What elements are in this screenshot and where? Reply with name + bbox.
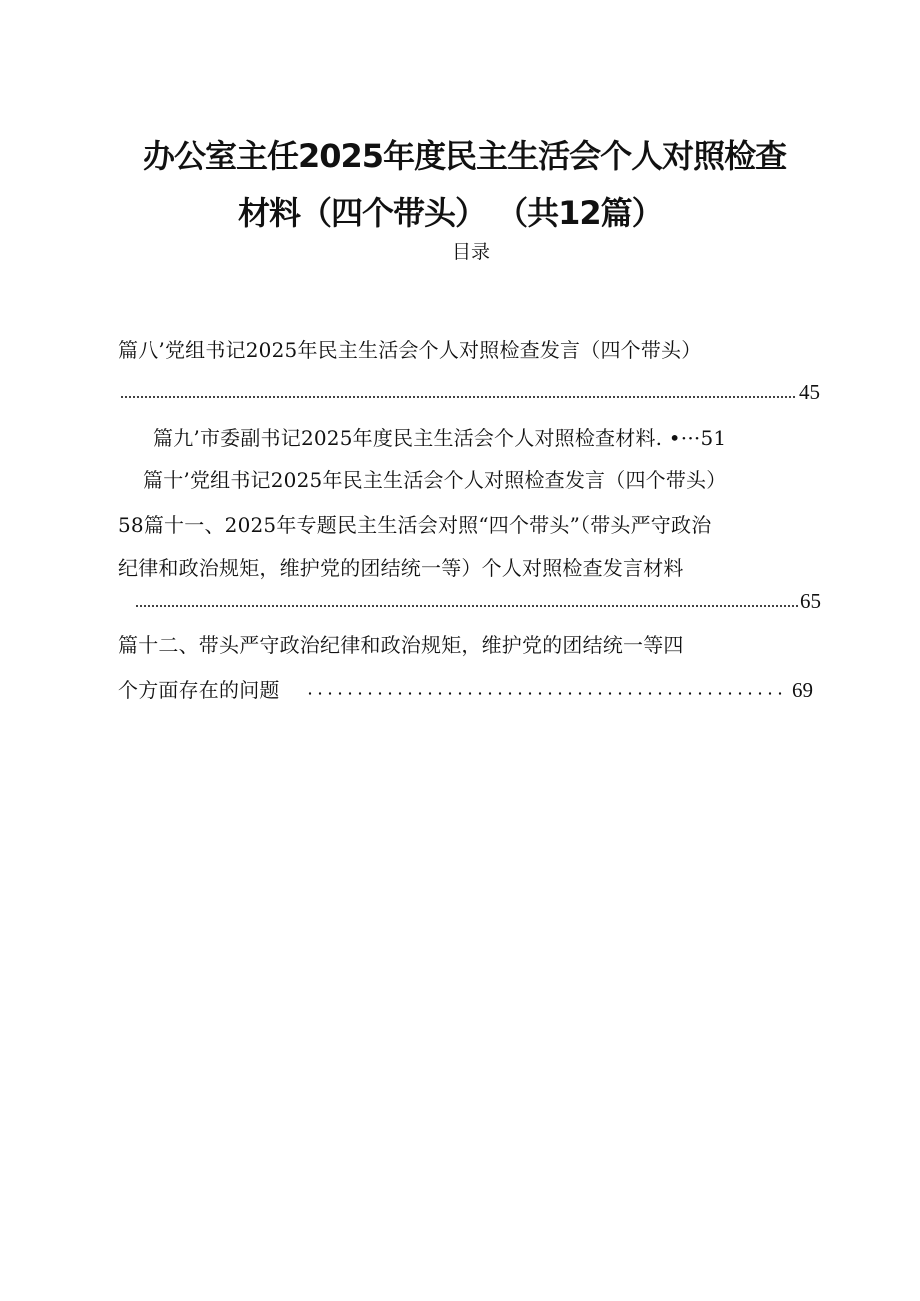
toc-entry-12-text-line-1[interactable]: 篇十二、带头严守政治纪律和政治规矩，维护党的团结统一等四 xyxy=(118,633,684,657)
toc-entry-12-text-line-2[interactable]: 个方面存在的问题 xyxy=(118,678,280,702)
toc-entry-8-page-number[interactable]: 45 xyxy=(799,380,820,404)
toc-entry-11-page-number[interactable]: 65 xyxy=(800,589,821,613)
toc-entry-11-text-line-2[interactable]: 纪律和政治规矩，维护党的团结统一等）个人对照检查发言材料 xyxy=(118,556,684,580)
document-title-line-2: 材料（四个带头） （共12篇） xyxy=(238,194,663,232)
toc-entry-11-leader-dots xyxy=(135,605,798,607)
toc-entry-9-text[interactable]: 篇九’市委副书记2025年度民主生活会个人对照检查材料. •···51 xyxy=(153,426,727,450)
toc-entry-12-page-number[interactable]: 69 xyxy=(792,678,813,702)
toc-entry-8-text[interactable]: 篇八’党组书记2025年民主生活会个人对照检查发言（四个带头） xyxy=(118,338,702,362)
document-title-line-1: 办公室主任2025年度民主生活会个人对照检查 xyxy=(143,137,787,175)
toc-entry-8-leader-dots xyxy=(120,396,796,398)
toc-entry-11-text-line-1[interactable]: 58篇十一、2025年专题民主生活会对照“四个带头”（带头严守政治 xyxy=(118,513,712,537)
toc-entry-12-leader-dots xyxy=(305,692,787,695)
toc-entry-10-text[interactable]: 篇十’党组书记2025年民主生活会个人对照检查发言（四个带头） xyxy=(143,468,727,492)
toc-heading: 目录 xyxy=(452,241,491,263)
